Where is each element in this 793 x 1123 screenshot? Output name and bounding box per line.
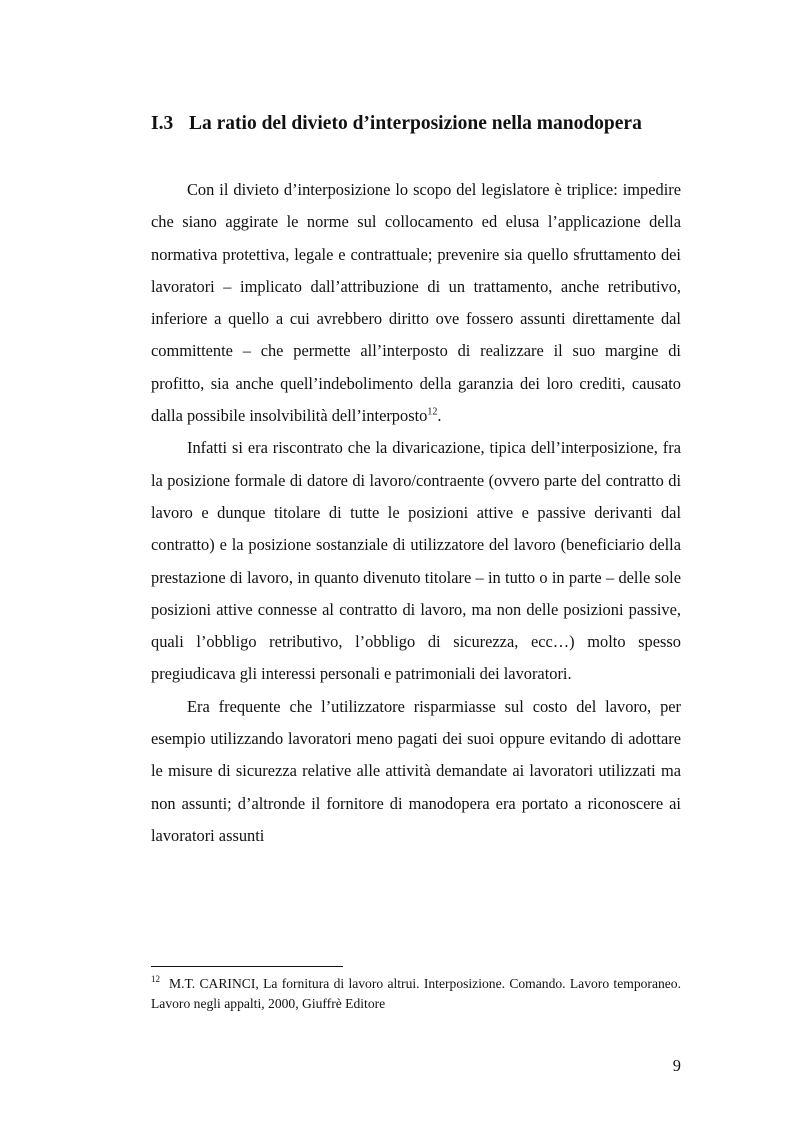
paragraph-2: Infatti si era riscontrato che la divaricazione, tipica dell’interposizione, fra la posizione formale di datore di lavoro/contraente (ovvero parte del contratto di lavoro e dunque titolare di tutte le posizioni attive e passive derivanti dal contratto) e la posizione sostanziale di utilizzatore del lavoro (beneficiario della prestazione di lavoro, in quanto divenuto titolare – in tutto o in parte – delle sole posizioni attive connesse al contratto di lavoro, ma non delle posizioni passive, quali l’obbligo retributivo, l’obbligo di sicurezza, ecc…) molto spesso pregiudicava gli interessi personali e patrimoniali dei lavoratori. <box>151 438 681 684</box>
paragraph-3: Era frequente che l’utilizzatore risparmiasse sul costo del lavoro, per esempio utilizzando lavoratori meno pagati dei suoi oppure evitando di adottare le misure di sicurezza relative alle attività demandate ai lavoratori utilizzati ma non assunti; d’altronde il fornitore di manodopera era portato a riconoscere ai lavoratori assunti <box>151 696 681 845</box>
paragraph-1-tail: . <box>437 406 442 426</box>
footnote-number: 12 <box>151 974 160 985</box>
section-number: I.3 <box>151 113 174 134</box>
section-title: La ratio del divieto d’interposizione nella manodopera <box>189 113 642 134</box>
footnote-reference[interactable]: 12 <box>427 406 438 418</box>
page-number: 9 <box>672 1056 681 1075</box>
paragraph-1-text: Con il divieto d’interposizione lo scopo del legislatore è triplice: impedire che siano aggirate le norme sul collocamento ed elusa l’applicazione della normativa protettiva, legale e contrattuale; prevenire sia quello sfruttamento dei lavoratori – implicato dall’attribuzione di un trattamento, anche retributivo, inferiore a quello a cui avrebbero diritto ove fossero assunti direttamente dal committente – che permette all’interposto di realizzare il suo margine di profitto, sia anche quell’indebolimento della garanzia dei loro crediti, causato dalla possibile insolvibilità dell’interposto <box>151 180 681 426</box>
footnote-text: M.T. CARINCI, La fornitura di lavoro altrui. Interposizione. Comando. Lavoro temporaneo. Lavoro negli appalti, 2000, Giuffrè Editore <box>151 976 681 1011</box>
footnote <box>151 974 681 1014</box>
paragraph-1 <box>151 174 681 432</box>
section-heading <box>151 113 711 135</box>
footnote-separator <box>151 966 343 967</box>
body-text <box>151 174 681 852</box>
